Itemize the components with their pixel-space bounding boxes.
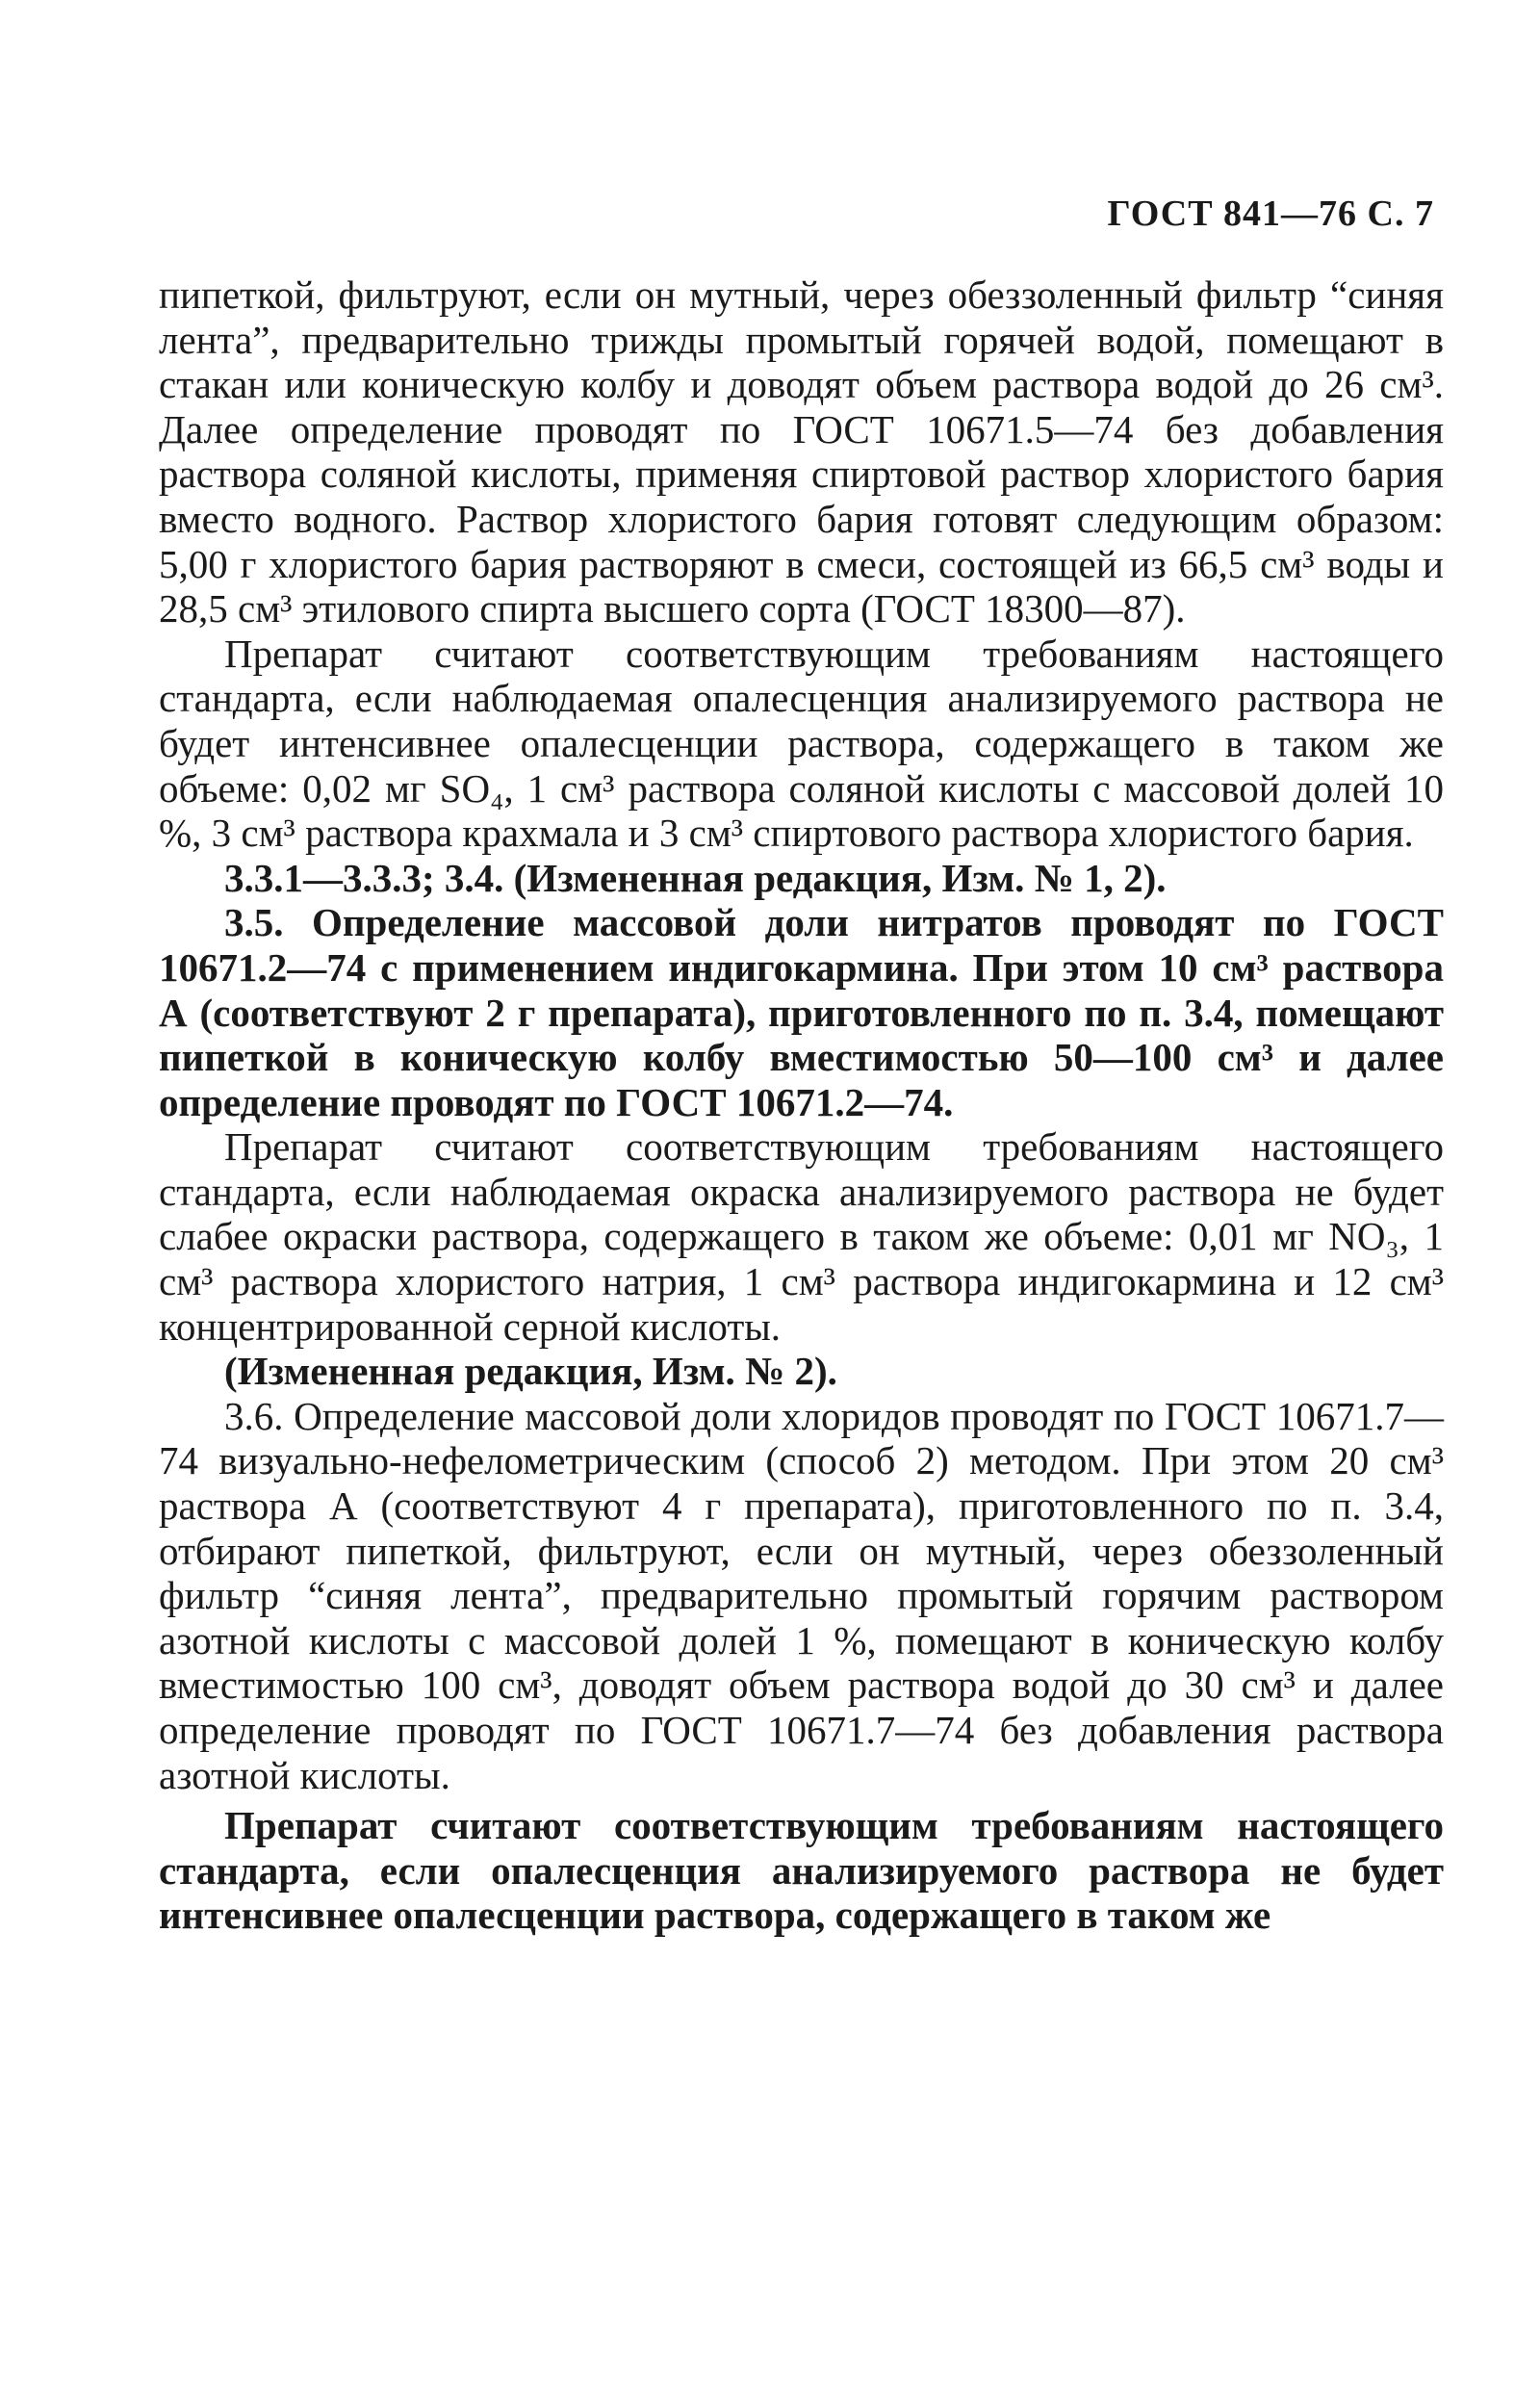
document-body — [159, 272, 1444, 1938]
paragraph-chlorides-requirement: Препарат считают соответствующим требованиям настоящего стандарта, если опалесценция анализируемого раствора не будет интенсивнее опалесценции раствора, содержащего в таком же — [159, 1803, 1444, 1938]
page-header: ГОСТ 841—76 С. 7 — [1107, 193, 1434, 234]
paragraph-sulfates-requirement: Препарат считают соответствующим требованиям настоящего стандарта, если наблюдаемая опалесценция анализируемого раствора не будет интенсивнее опалесценции раствора, содержащего в таком же объеме: 0,02 мг SO₄, 1 см³ раствора соляной кислоты с массовой долей 10 %, 3 см³ раствора крахмала и 3 см³ спиртового раствора хлористого бария. — [159, 631, 1444, 856]
paragraph-amendment-note-2: (Измененная редакция, Изм. № 2). — [224, 1349, 837, 1394]
paragraph-amendment-note-1: 3.3.1—3.3.3; 3.4. (Измененная редакция, Изм. № 1, 2). — [224, 855, 1167, 900]
paragraph-continuation: пипеткой, фильтруют, если он мутный, через обеззоленный фильтр “синяя лента”, предварительно трижды промытый горячей водой, помещают в стакан или коническую колбу и доводят объем раствора водой до 26 см³. Далее определение проводят по ГОСТ 10671.5—74 без добавления раствора соляной кислоты, применяя спиртовой раствор хлористого бария вместо водного. Раствор хлористого бария готовят следующим образом: 5,00 г хлористого бария растворяют в смеси, состоящей из 66,5 см³ воды и 28,5 см³ этилового спирта высшего сорта (ГОСТ 18300—87). — [159, 272, 1444, 631]
paragraph-nitrates-requirement: Препарат считают соответствующим требованиям настоящего стандарта, если наблюдаемая окраска анализируемого раствора не будет слабее окраски раствора, содержащего в таком же объеме: 0,01 мг NO₃, 1 см³ раствора хлористого натрия, 1 см³ раствора индигокармина и 12 см³ концентрированной серной кислоты. — [159, 1124, 1444, 1349]
paragraph-section-3-5: 3.5. Определение массовой доли нитратов проводят по ГОСТ 10671.2—74 с применением индигокармина. При этом 10 см³ раствора А (соответствуют 2 г препарата), приготовленного по п. 3.4, помещают пипеткой в коническую колбу вместимостью 50—100 см³ и далее определение проводят по ГОСТ 10671.2—74. — [159, 900, 1444, 1124]
paragraph-section-3-6: 3.6. Определение массовой доли хлоридов проводят по ГОСТ 10671.7—74 визуально-нефелометрическим (способ 2) методом. При этом 20 см³ раствора А (соответствуют 4 г препарата), приготовленного по п. 3.4, отбирают пипеткой, фильтруют, если он мутный, через обеззоленный фильтр “синяя лента”, предварительно промытый горячим раствором азотной кислоты с массовой долей 1 %, помещают в коническую колбу вместимостью 100 см³, доводят объем раствора водой до 30 см³ и далее определение проводят по ГОСТ 10671.7—74 без добавления раствора азотной кислоты. — [159, 1393, 1444, 1797]
